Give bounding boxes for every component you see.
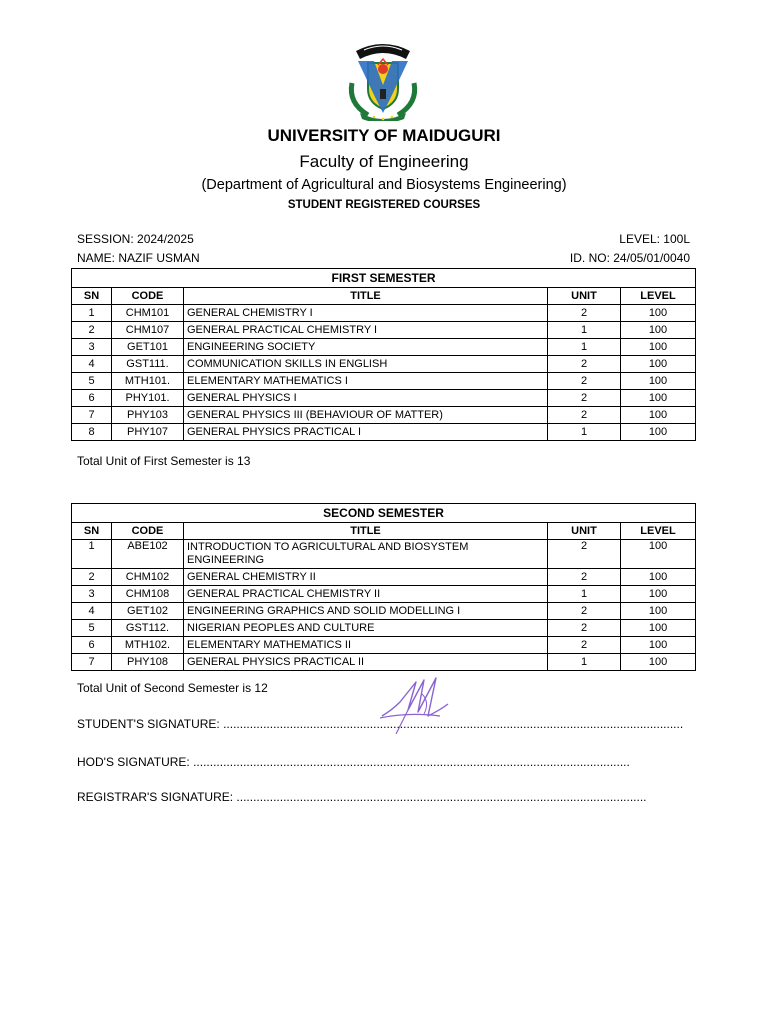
- cell-unit: 2: [548, 390, 621, 407]
- cell-sn: 5: [72, 373, 112, 390]
- second-semester-table: [71, 503, 696, 671]
- table-row: [72, 356, 696, 373]
- table-row: [72, 339, 696, 356]
- cell-code: CHM108: [112, 586, 184, 603]
- cell-unit: 2: [548, 620, 621, 637]
- cell-code: CHM101: [112, 305, 184, 322]
- cell-code: GET101: [112, 339, 184, 356]
- document-title: STUDENT REGISTERED COURSES: [287, 199, 481, 211]
- cell-unit: 1: [548, 654, 621, 671]
- table-row: [72, 654, 696, 671]
- cell-unit: 1: [548, 586, 621, 603]
- column-header-sn: SN: [72, 523, 112, 540]
- table-row: [72, 586, 696, 603]
- student-id: ID. NO: 24/05/01/0040: [569, 251, 690, 265]
- first-semester-heading: FIRST SEMESTER: [72, 269, 696, 288]
- cell-sn: 2: [72, 569, 112, 586]
- cell-sn: 7: [72, 407, 112, 424]
- cell-level: 100: [621, 356, 696, 373]
- cell-level: 100: [621, 390, 696, 407]
- column-header-code: CODE: [112, 288, 184, 305]
- cell-title: GENERAL PHYSICS III (BEHAVIOUR OF MATTER): [184, 407, 548, 424]
- department-name: (Department of Agricultural and Biosystems Engineering): [201, 177, 567, 193]
- table-row: [72, 373, 696, 390]
- table-row: [72, 390, 696, 407]
- cell-sn: 2: [72, 322, 112, 339]
- cell-level: 100: [621, 407, 696, 424]
- cell-title: GENERAL CHEMISTRY I: [184, 305, 548, 322]
- cell-title: GENERAL PHYSICS PRACTICAL I: [184, 424, 548, 441]
- column-header-unit: UNIT: [548, 523, 621, 540]
- cell-title: NIGERIAN PEOPLES AND CULTURE: [184, 620, 548, 637]
- table-row: [72, 305, 696, 322]
- column-header-level: LEVEL: [621, 288, 696, 305]
- cell-title: COMMUNICATION SKILLS IN ENGLISH: [184, 356, 548, 373]
- cell-unit: 2: [548, 407, 621, 424]
- first-semester-total: Total Unit of First Semester is 13: [77, 454, 251, 468]
- cell-level: 100: [621, 569, 696, 586]
- cell-unit: 2: [548, 637, 621, 654]
- cell-title: INTRODUCTION TO AGRICULTURAL AND BIOSYSTEM ENGINEERING: [184, 540, 548, 569]
- university-name: UNIVERSITY OF MAIDUGURI: [267, 126, 501, 145]
- cell-level: 100: [621, 339, 696, 356]
- cell-sn: 1: [72, 540, 112, 569]
- column-header-code: CODE: [112, 523, 184, 540]
- cell-sn: 1: [72, 305, 112, 322]
- table-row: [72, 424, 696, 441]
- cell-code: ABE102: [112, 540, 184, 569]
- cell-sn: 6: [72, 390, 112, 407]
- cell-unit: 1: [548, 424, 621, 441]
- cell-title: GENERAL PRACTICAL CHEMISTRY I: [184, 322, 548, 339]
- cell-level: 100: [621, 654, 696, 671]
- table-row: [72, 407, 696, 424]
- session-text: SESSION: 2024/2025: [77, 232, 194, 246]
- second-semester-heading: SECOND SEMESTER: [72, 504, 696, 523]
- table-row: [72, 603, 696, 620]
- cell-sn: 4: [72, 603, 112, 620]
- cell-level: 100: [621, 322, 696, 339]
- cell-code: PHY101.: [112, 390, 184, 407]
- cell-title: GENERAL PHYSICS I: [184, 390, 548, 407]
- cell-unit: 2: [548, 373, 621, 390]
- cell-sn: 3: [72, 586, 112, 603]
- cell-level: 100: [621, 305, 696, 322]
- cell-sn: 5: [72, 620, 112, 637]
- cell-code: MTH102.: [112, 637, 184, 654]
- column-header-unit: UNIT: [548, 288, 621, 305]
- faculty-name: Faculty of Engineering: [299, 152, 469, 171]
- table-row: [72, 637, 696, 654]
- table-row: [72, 540, 696, 569]
- cell-title: GENERAL PRACTICAL CHEMISTRY II: [184, 586, 548, 603]
- student-signature-line: STUDENT'S SIGNATURE: ..........................................................................................................................................: [77, 717, 684, 731]
- cell-title: ENGINEERING GRAPHICS AND SOLID MODELLING I: [184, 603, 548, 620]
- cell-sn: 7: [72, 654, 112, 671]
- column-header-sn: SN: [72, 288, 112, 305]
- cell-unit: 2: [548, 356, 621, 373]
- column-header-title: TITLE: [184, 288, 548, 305]
- cell-level: 100: [621, 637, 696, 654]
- cell-code: PHY103: [112, 407, 184, 424]
- cell-unit: 1: [548, 322, 621, 339]
- second-semester-total: Total Unit of Second Semester is 12: [77, 681, 268, 695]
- student-name: NAME: NAZIF USMAN: [77, 251, 200, 265]
- cell-level: 100: [621, 586, 696, 603]
- cell-title: ELEMENTARY MATHEMATICS II: [184, 637, 548, 654]
- university-crest-icon: [338, 37, 428, 121]
- handwritten-signature-icon: [378, 672, 458, 738]
- cell-title: ENGINEERING SOCIETY: [184, 339, 548, 356]
- table-row: [72, 620, 696, 637]
- cell-level: 100: [621, 424, 696, 441]
- cell-title: GENERAL PHYSICS PRACTICAL II: [184, 654, 548, 671]
- column-header-level: LEVEL: [621, 523, 696, 540]
- cell-sn: 3: [72, 339, 112, 356]
- cell-level: 100: [621, 603, 696, 620]
- cell-code: GST111.: [112, 356, 184, 373]
- cell-unit: 2: [548, 540, 621, 569]
- cell-sn: 8: [72, 424, 112, 441]
- table-row: [72, 322, 696, 339]
- cell-code: GST112.: [112, 620, 184, 637]
- cell-unit: 2: [548, 569, 621, 586]
- cell-code: MTH101.: [112, 373, 184, 390]
- cell-title: ELEMENTARY MATHEMATICS I: [184, 373, 548, 390]
- cell-code: CHM107: [112, 322, 184, 339]
- first-semester-table: [71, 268, 696, 441]
- cell-level: 100: [621, 373, 696, 390]
- cell-sn: 6: [72, 637, 112, 654]
- cell-code: CHM102: [112, 569, 184, 586]
- cell-level: 100: [621, 540, 696, 569]
- cell-level: 100: [621, 620, 696, 637]
- cell-unit: 2: [548, 305, 621, 322]
- level-text: LEVEL: 100L: [619, 232, 690, 246]
- table-row: [72, 569, 696, 586]
- cell-title: GENERAL CHEMISTRY II: [184, 569, 548, 586]
- column-header-title: TITLE: [184, 523, 548, 540]
- hod-signature-line: HOD'S SIGNATURE: ...................................................................................................................................: [77, 755, 630, 769]
- cell-code: PHY108: [112, 654, 184, 671]
- cell-code: GET102: [112, 603, 184, 620]
- registrar-signature-line: REGISTRAR'S SIGNATURE: ...........................................................................................................................: [77, 790, 647, 804]
- cell-sn: 4: [72, 356, 112, 373]
- cell-unit: 1: [548, 339, 621, 356]
- cell-code: PHY107: [112, 424, 184, 441]
- cell-unit: 2: [548, 603, 621, 620]
